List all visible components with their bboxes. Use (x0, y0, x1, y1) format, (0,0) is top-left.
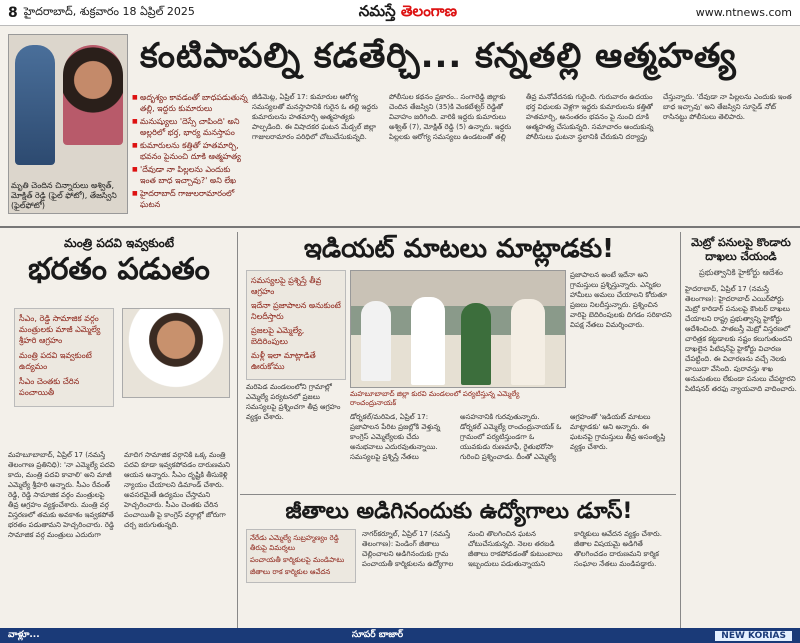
highlight-item: సమస్యలపై ప్రశ్నిస్తే తీవ్ర ఆగ్రహం (251, 276, 322, 296)
highlights-list (132, 92, 248, 217)
ad-right[interactable]: NEW KORIAS (715, 631, 792, 641)
highlight-item: నేరేడు ఎమ్మెల్యే సుబ్రహ్మణ్యం రెడ్డి తీరుపై విమర్శలు (250, 534, 339, 552)
photo-children (15, 45, 55, 165)
highlight-item: ■ కుమారులను కత్తితో హతమార్చి, భవనం పైనుంచి దూకి ఆత్మహత్య (132, 140, 248, 162)
highlights-list (246, 529, 356, 583)
headline[interactable]: జీతాలు అడిగినందుకు ఉద్యోగాలు డూస్‌! (285, 499, 633, 524)
person-figure (461, 303, 491, 385)
highlight-item: జీతాలు రాక కార్మికుల ఆవేదన (250, 568, 331, 576)
headline[interactable]: భరతం పడుతం (28, 252, 210, 287)
story-photo (350, 270, 566, 388)
headline[interactable]: ఇడియట్‌ మాటలు మాట్లాడకు! (303, 234, 615, 264)
article-body-right: ప్రజాపాలన అంటే ఇదేనా అని గ్రామస్తులు ప్రశ్నిస్తున్నారు. ఎన్నికల హామీలు అమలు చేయాలని కోరుతూ ప్రజలు నిలదీస్తున్నారు. ప్రశ్నించిన వారిపై బెదిరింపులకు దిగడం సరికాదని విపక్ష నేతలు విమర్శించారు. (570, 271, 672, 329)
highlight-item: ■ మనుష్యులు 'దెస్సే చాపింది' అని అల్లరిలో భర్త, భార్య మనస్తాపం (132, 116, 248, 138)
page-header (0, 0, 800, 26)
highlights-list (14, 308, 114, 407)
story-idiot-remarks (240, 232, 676, 492)
article-body: నాగర్‌కర్నూల్‌, ఏప్రిల్‌ 17 (నమస్తే తెలంగాణ): పెండింగ్‌ జీతాలు చెల్లించాలని అడిగినందుకు గ్రామ పంచాయతీ కార్మికులను ఉద్యోగాల నుంచి తొలగించిన ఘటన చోటుచేసుకున్నది. నెలల తరబడి జీతాలు రాకపోవడంతో కుటుంబాలు ఇబ్బందులు పడుతున్నాయని కార్మికులు ఆవేదన వ్యక్తం చేశారు. జీతాల విషయమై అడిగితే తొలగించడం దారుణమని కార్మిక సంఘాల నేతలు మండిపడ్డారు. (362, 530, 662, 568)
story-minister-post (0, 232, 238, 642)
person-figure (411, 297, 445, 385)
ad-left[interactable]: వాళ్లూ... (8, 629, 40, 640)
highlight-item: ■ అదృశ్యం కావడంతో బాధపడుతున్న తల్లి, ఇద్దరు కుమారులు (132, 92, 248, 114)
person-figure (511, 299, 545, 385)
mugshot-photo (122, 308, 230, 398)
article-body: హైదరాబాద్‌, ఏప్రిల్‌ 17 (నమస్తే తెలంగాణ): హైదరాబాద్‌ ఎయిర్‌పోర్టు మెట్రో కారిడార్‌ పనులపై కౌంటర్‌ దాఖలు చేయాలని రాష్ట్ర ప్రభుత్వాన్ని హైకోర్టు ఆదేశించింది. పాతబస్తీ మెట్రో విస్తరణలో చారిత్రక కట్టడాలకు నష్టం కలుగుతుందని దాఖలైన పిటిషన్‌పై హైకోర్టు విచారణ చేపట్టింది. ఈ విచారణను వచ్చే నెలకు వాయిదా వేసింది. పురావస్తు శాఖ అనుమతులు లేకుండా పనులు చేపట్టారని పిటిషనర్‌ తరఫు న్యాయవాది వాదించారు. (685, 285, 797, 393)
highlight-item: ■ హైదరాబాద్‌ గాజులరామారంలో ఘటన (132, 188, 248, 210)
photo-mother (63, 45, 123, 145)
highlight-item: ■ 'దేవుడా నా పిల్లలను ఎందుకు ఇంత బాధ ఇచ్చావు?' అని లేఖ (132, 164, 248, 186)
masthead-part-b: తెలంగాణ (400, 1, 458, 20)
article-body: డోర్నకల్‌/మరిపెడ, ఏప్రిల్‌ 17: ప్రజాపాలన పేరిట ప్రజల్లోకి వెళ్తున్న కాంగ్రెస్‌ ఎమ్మెల్యేలకు చేదు అనుభవాలు ఎదురవుతున్నాయి. సమస్యలపై ప్రశ్నిస్తే నేతలు అసహనానికి గురవుతున్నారు. డోర్నకల్‌ ఎమ్మెల్యే రాంచంద్రునాయక్‌ ఓ గ్రామంలో పర్యటిస్తుండగా ఓ యువకుడు రుణమాఫీ, రైతుభరోసా గురించి ప్రశ్నించాడు. దీంతో ఎమ్మెల్యే ఆగ్రహంతో 'ఇడియట్‌ మాటలు మాట్లాడకు' అని అన్నారు. ఈ ఘటనపై గ్రామస్తులు తీవ్ర అసంతృప్తి వ్యక్తం చేశారు. (350, 413, 666, 461)
highlight-item: ప్రజలపై ఎమ్మెల్యే, బెదిరింపులు (251, 326, 305, 346)
page-number: 8 (8, 4, 18, 21)
person-figure (361, 301, 391, 381)
highlights-list (246, 270, 346, 380)
highlight-item: సీఎం చెంతకు చేరిన పంచాయితీ (19, 377, 80, 397)
story-photo (8, 34, 128, 214)
highlight-item: సీఎం, రెడ్డి సామాజిక వర్గం మంత్రులకు మాజీ ఎమ్మెల్యే శ్రీహరి ఆగ్రహం (19, 314, 101, 345)
date-line: హైదరాబాద్‌, శుక్రవారం 18 ఏప్రిల్‌ 2025 (23, 4, 195, 18)
story-metro-works (680, 232, 800, 642)
kicker: మంత్రి పదవి ఇవ్వకుంటే (64, 236, 174, 250)
headline[interactable]: మెట్రో పనులపై కొండారు దాఖలు చేయండి (691, 236, 791, 263)
website-url[interactable]: www.ntnews.com (695, 6, 792, 19)
ad-center[interactable]: సూపర్‌ బాజార్‌ (351, 629, 404, 640)
article-body: మహబూబాబాద్‌, ఏప్రిల్‌ 17 (నమస్తే తెలంగాణ ప్రతినిధి): 'నా ఎమ్మెల్యే పదవి కాదు, మంత్రి పదవి కావాలి' అని మాజీ ఎమ్మెల్యే శ్రీహరి అన్నారు. సీఎం రేవంత్‌ రెడ్డి, రెడ్డి సామాజిక వర్గం మంత్రులపై తీవ్ర ఆగ్రహం వ్యక్తంచేశారు. మంత్రి వర్గ విస్తరణలో తమకు అవకాశం ఇవ్వకపోతే భరతం పడుతామని హెచ్చరించారు. రెడ్డి సామాజిక వర్గ మంత్రులు ఎదురుగా మాదిగ సామాజిక వర్గానికి ఒక్క మంత్రి పదవి కూడా ఇవ్వకపోవడం దారుణమని ఆయన అన్నారు. సీఎం దృష్టికి తీసుకెళ్లి న్యాయం చేయాలని డిమాండ్‌ చేశారు. అవసరమైతే ఉద్యమం చేస్తామని హెచ్చరించారు. సీఎం చెంతకు చేరిన పంచాయితీ పై కాంగ్రెస్‌ వర్గాల్లో జోరుగా చర్చ జరుగుతున్నది. (8, 451, 231, 539)
story-mother-suicide (0, 28, 800, 228)
photo-caption: మహబూబాబాద్‌ జిల్లా కురవి మండలంలో పర్యటిస్తున్న ఎమ్మెల్యే రాంచంద్రునాయక్‌ (350, 390, 520, 407)
masthead (280, 2, 536, 24)
headline[interactable]: కంటిపాపల్ని కడతేర్చి... కన్నతల్లి ఆత్మహత్య (140, 36, 737, 76)
story-salary-jobs (240, 494, 676, 626)
highlight-item: మంత్రి పదవి ఇవ్వకుంటే ఉద్యమం (19, 351, 92, 371)
advertisement-strip[interactable] (0, 628, 800, 643)
photo-caption: మృతి చెందిన చిన్నారులు అశ్విత్‌, మోక్షిత్‌ రెడ్డి (ఫైల్‌ ఫోటో), తేజస్విని (ఫైల్‌ఫోటో) (11, 181, 117, 210)
highlight-item: ఇదేనా ప్రజాపాలన అనుకుంటే నిలదీస్తారు (251, 301, 341, 321)
highlight-item: పంచాయతీ కార్మికులపై మండిపాటు (250, 556, 345, 564)
masthead-part-a: నమస్తే (358, 1, 396, 20)
subheadline: ప్రభుత్వానికి హైకోర్టు ఆదేశం (699, 268, 783, 277)
article-body-left: మరిపెడ మండలంలోని గ్రామాల్లో ఎమ్మెల్యే పర్యటనలో ప్రజలు సమస్యలపై ప్రశ్నించగా తీవ్ర ఆగ్రహం వ్యక్తం చేశారు. (246, 383, 341, 421)
article-body: జీడిమెట్ల, ఏప్రిల్‌ 17: కుమారుల ఆరోగ్య సమస్యలతో మనస్తాపానికి గురైన ఓ తల్లి ఇద్దరు కుమారులను హతమార్చి ఆత్మహత్యకు పాల్పడింది. ఈ విషాదకర ఘటన మేడ్చల్‌ జిల్లా గాజులరామారం పరిధిలో చోటుచేసుకున్నది. పోలీసుల కథనం ప్రకారం.. సంగారెడ్డి జిల్లాకు చెందిన తేజస్విని (35)కి వెంకటేశ్వర్‌ రెడ్డితో వివాహం జరిగింది. వారికి ఇద్దరు కుమారులు అశ్విత్‌ (7), మోక్షిత్‌ రెడ్డి (5) ఉన్నారు. ఇద్దరు పిల్లలకు ఆరోగ్య సమస్యలు ఉండటంతో తల్లి తీవ్ర మనోవేదనకు గురైంది. గురువారం ఉదయం భర్త విధులకు వెళ్లగా ఇద్దరు కుమారులను కత్తితో హతమార్చి, అనంతరం భవనం పై నుంచి దూకి ఆత్మహత్య చేసుకున్నది. సమాచారం అందుకున్న పోలీసులు ఘటనా స్థలానికి చేరుకుని దర్యాప్తు చేస్తున్నారు. 'దేవుడా నా పిల్లలను ఎందుకు ఇంత బాధ ఇచ్చావు' అని తేజస్విని సూసైడ్‌ నోట్‌ రాసినట్టు పోలీసులు తెలిపారు. (252, 93, 792, 141)
highlight-item: మళ్లీ ఇలా మాట్లాడితే ఊరుకోము (251, 351, 316, 371)
